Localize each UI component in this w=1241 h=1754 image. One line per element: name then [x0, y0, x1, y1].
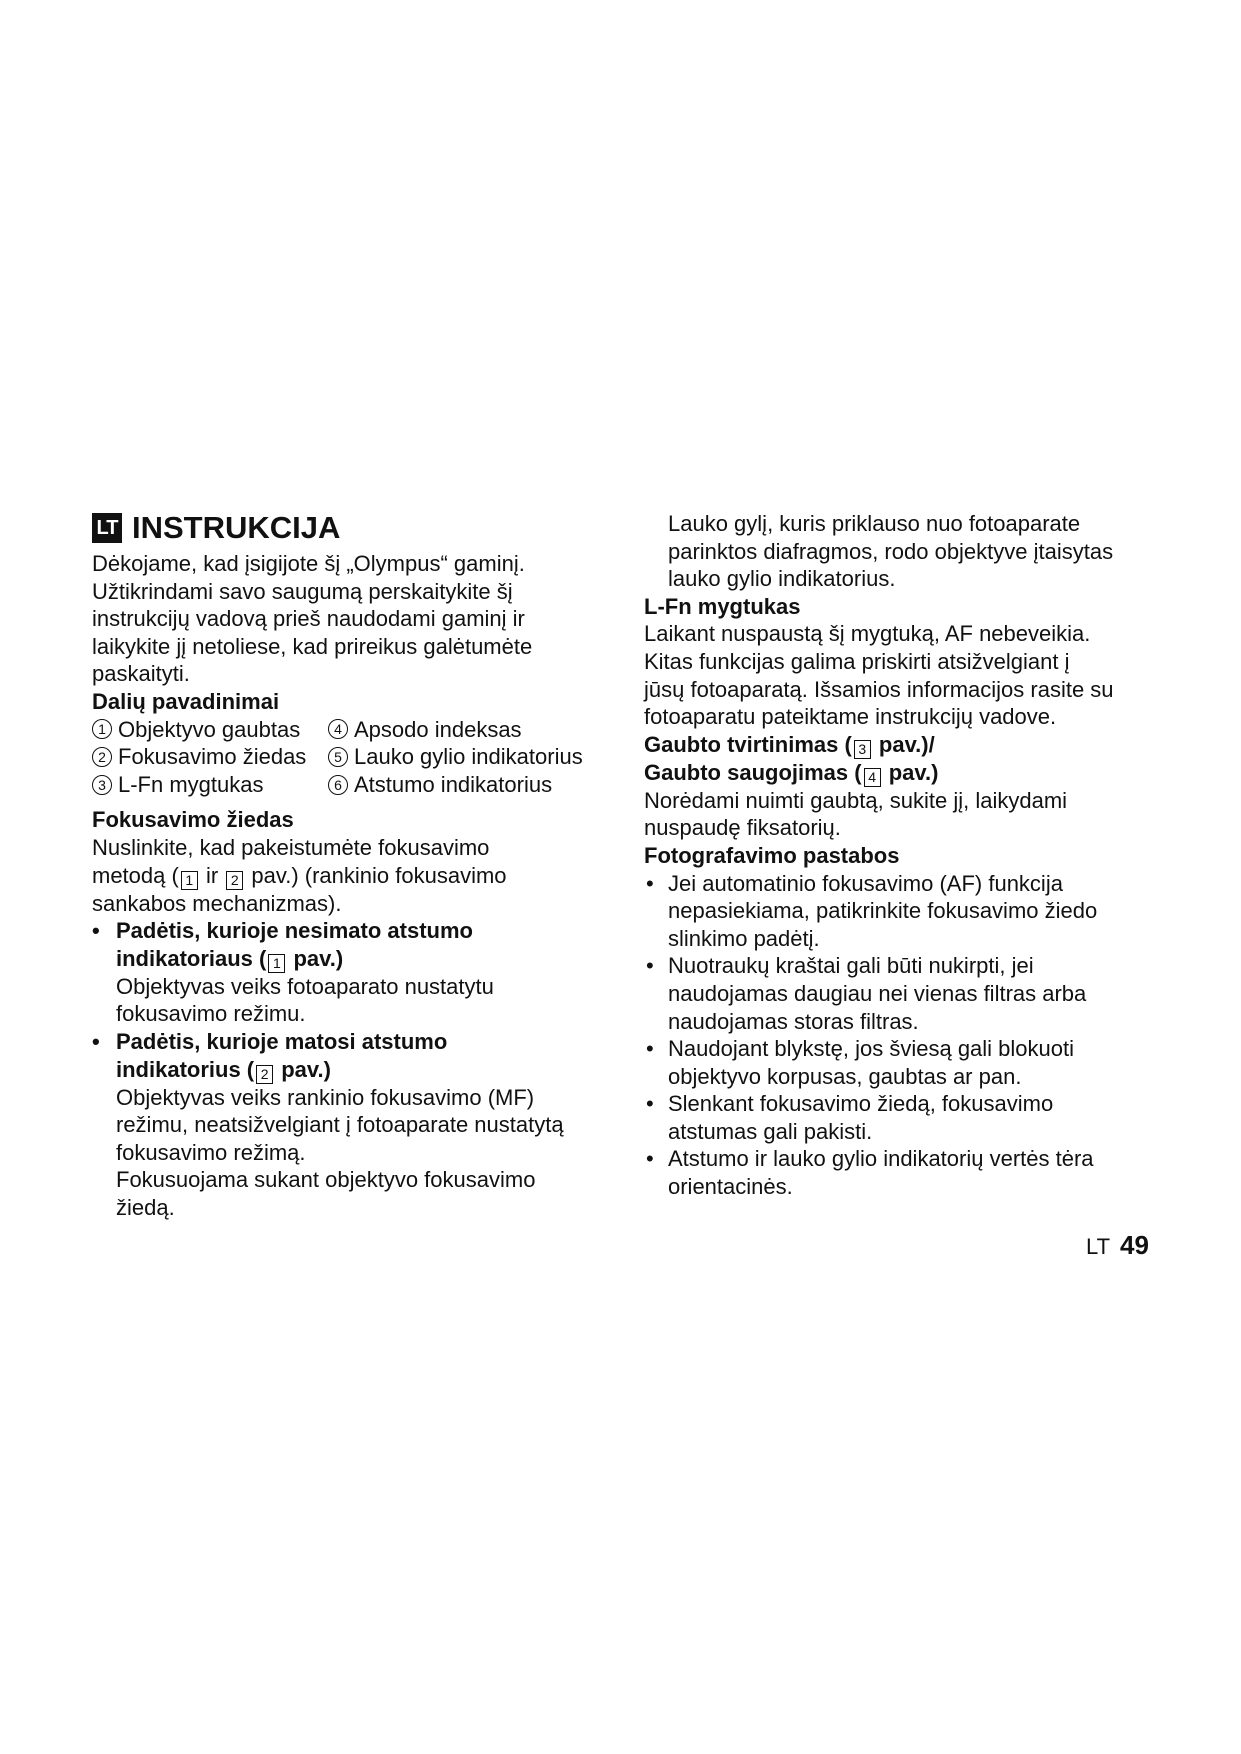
figure-ref: 2 — [226, 871, 243, 890]
figure-ref: 2 — [256, 1065, 273, 1084]
note-line: objektyvo korpusas, gaubtas ar pan. — [668, 1063, 1022, 1089]
bullet-body: fokusavimo režimą. — [116, 1139, 306, 1165]
part-label: Lauko gylio indikatorius — [354, 744, 583, 770]
bullet-body: Fokusuojama sukant objektyvo fokusavimo — [116, 1167, 536, 1193]
parts-heading: Dalių pavadinimai — [92, 688, 280, 714]
circled-number: 2 — [92, 747, 112, 767]
note-line: Naudojant blykstę, jos šviesą gali blokuoti — [668, 1036, 1075, 1062]
part-label: Fokusavimo žiedas — [118, 744, 307, 770]
circled-number: 1 — [92, 719, 112, 739]
hood-line: Norėdami nuimti gaubtą, sukite jį, laikydami — [644, 787, 1068, 813]
circled-number: 6 — [328, 775, 348, 795]
notes-heading: Fotografavimo pastabos — [644, 842, 900, 868]
text-fragment: pav.) — [287, 945, 344, 971]
note-line: nepasiekiama, patikrinkite fokusavimo žiedo — [668, 898, 1098, 924]
hood-heading — [644, 759, 1164, 787]
focus-ring-line: Nuslinkite, kad pakeistumėte fokusavimo — [92, 834, 490, 860]
note-item — [644, 1035, 1164, 1090]
focus-ring-heading: Fokusavimo žiedas — [92, 807, 294, 833]
bullet-title — [116, 945, 494, 973]
parts-list — [92, 716, 612, 799]
figure-ref: 3 — [854, 740, 871, 759]
note-line: orientacinės. — [668, 1174, 793, 1200]
circled-number: 3 — [92, 775, 112, 795]
part-item — [328, 743, 598, 771]
left-column — [92, 510, 612, 1221]
bullet-title: Padėtis, kurioje matosi atstumo — [116, 1028, 448, 1054]
lfn-heading: L-Fn mygtukas — [644, 593, 801, 619]
bullet-body: Objektyvas veiks rankinio fokusavimo (MF) — [116, 1084, 535, 1110]
note-line: Atstumo ir lauko gylio indikatorių vertės tėra — [668, 1146, 1094, 1172]
bullet-item — [92, 1028, 612, 1222]
bullet-body: fokusavimo režimu. — [116, 1001, 306, 1027]
bullet-dot: • — [92, 918, 100, 944]
hood-heading — [644, 731, 1164, 759]
language-badge: LT — [92, 513, 122, 543]
part-label: Atstumo indikatorius — [354, 771, 553, 797]
note-item — [644, 1090, 1164, 1145]
dof-line: parinktos diafragmos, rodo objektyve įtaisytas — [668, 538, 1114, 564]
page-footer — [1086, 1230, 1149, 1261]
lfn-line: Laikant nuspaustą šį mygtuką, AF nebeveikia. — [644, 621, 1091, 647]
bullet-item — [92, 917, 612, 1028]
note-line: Slenkant fokusavimo žiedą, fokusavimo — [668, 1091, 1054, 1117]
page-title — [92, 510, 612, 546]
text-fragment: pav.) — [275, 1056, 331, 1082]
page-number: 49 — [1120, 1230, 1149, 1260]
lfn-line: fotoaparatu pateiktame instrukcijų vadove. — [644, 704, 1057, 730]
note-line: naudojamas daugiau nei vienas filtras arba — [668, 980, 1087, 1006]
dof-paragraph — [644, 510, 1164, 593]
circled-number: 4 — [328, 719, 348, 739]
title-text: INSTRUKCIJA — [132, 510, 341, 545]
figure-ref: 1 — [181, 871, 198, 890]
note-line: naudojamas storas filtras. — [668, 1008, 919, 1034]
intro-line: instrukcijų vadovą prieš naudodami gaminį ir — [92, 606, 525, 632]
note-line: Nuotraukų kraštai gali būti nukirpti, jei — [668, 953, 1034, 979]
focus-ring-line — [92, 862, 612, 890]
bullet-dot: • — [646, 1146, 654, 1172]
focus-ring-line: sankabos mechanizmas). — [92, 890, 342, 916]
bullet-dot: • — [646, 870, 654, 896]
figure-ref: 4 — [864, 768, 881, 787]
part-label: L-Fn mygtukas — [118, 771, 264, 797]
note-line: slinkimo padėtį. — [668, 925, 820, 951]
hood-line: nuspaudę fiksatorių. — [644, 815, 841, 841]
bullet-dot: • — [646, 953, 654, 979]
text-fragment: pav.) (rankinio fokusavimo — [245, 862, 507, 888]
right-column — [644, 510, 1164, 1201]
part-label: Objektyvo gaubtas — [118, 716, 301, 742]
intro-line: Užtikrindami savo saugumą perskaitykite šį — [92, 578, 513, 604]
bullet-body: žiedą. — [116, 1194, 175, 1220]
part-item — [92, 743, 328, 771]
text-fragment: metodą ( — [92, 862, 179, 888]
text-fragment: pav.)/ — [872, 731, 935, 757]
note-item — [644, 870, 1164, 953]
part-item — [328, 716, 598, 744]
lfn-line: jūsų fotoaparatą. Išsamios informacijos rasite su — [644, 676, 1114, 702]
lfn-line: Kitas funkcijas galima priskirti atsižvelgiant į — [644, 648, 1070, 674]
note-item — [644, 952, 1164, 1035]
note-line: Jei automatinio fokusavimo (AF) funkcija — [668, 870, 1063, 896]
text-fragment: ir — [199, 862, 225, 888]
note-item — [644, 1145, 1164, 1200]
text-fragment: pav.) — [882, 759, 939, 785]
intro-paragraph — [92, 550, 612, 688]
bullet-body: Objektyvas veiks fotoaparato nustatytu — [116, 973, 494, 999]
bullet-dot: • — [646, 1091, 654, 1117]
part-item — [92, 716, 328, 744]
bullet-body: režimu, neatsižvelgiant į fotoaparate nustatytą — [116, 1112, 564, 1138]
dof-line: Lauko gylį, kuris priklauso nuo fotoaparate — [668, 511, 1081, 536]
circled-number: 5 — [328, 747, 348, 767]
text-fragment: Gaubto saugojimas ( — [644, 759, 862, 785]
intro-line: laikykite jį netoliese, kad prireikus galėtumėte — [92, 633, 533, 659]
dof-line: lauko gylio indikatorius. — [668, 566, 896, 592]
part-item — [92, 771, 328, 799]
part-item — [328, 771, 598, 799]
footer-language: LT — [1086, 1234, 1111, 1259]
part-label: Apsodo indeksas — [354, 716, 522, 742]
text-fragment: indikatoriaus ( — [116, 945, 267, 971]
bullet-dot: • — [646, 1036, 654, 1062]
intro-line: paskaityti. — [92, 661, 190, 687]
bullet-dot: • — [92, 1028, 100, 1054]
text-fragment: Gaubto tvirtinimas ( — [644, 731, 852, 757]
text-fragment: indikatorius ( — [116, 1056, 255, 1082]
bullet-title — [116, 1056, 564, 1084]
figure-ref: 1 — [268, 954, 285, 973]
bullet-title: Padėtis, kurioje nesimato atstumo — [116, 918, 473, 944]
note-line: atstumas gali pakisti. — [668, 1118, 873, 1144]
intro-line: Dėkojame, kad įsigijote šį „Olympus“ gaminį. — [92, 551, 525, 576]
